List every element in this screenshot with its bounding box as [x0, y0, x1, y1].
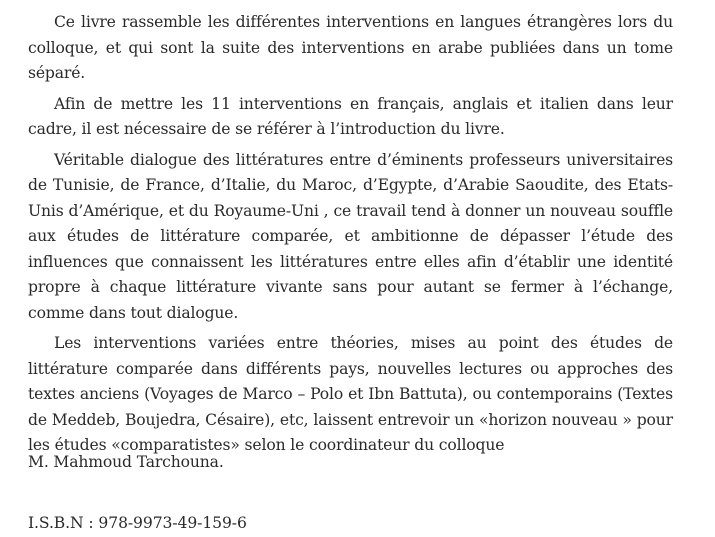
paragraph-context: Afin de mettre les 11 interventions en français, anglais et italien dans leur cadre, il est nécessaire de se référer à l’introduction du livre. [28, 94, 673, 138]
paragraph-intro: Ce livre rassemble les différentes interventions en langues étrangères lors du colloque, et qui sont la suite des interventions en arabe publiées dans un tome séparé. [28, 13, 673, 82]
isbn-number: I.S.B.N : 978-9973-49-159-6 [28, 514, 247, 532]
coordinator-signature: M. Mahmoud Tarchouna. [28, 453, 224, 471]
book-back-cover-text [28, 10, 673, 464]
paragraph-interventions: Les interventions variées entre théories, mises au point des études de littérature comparée dans différents pays, nouvelles lectures ou approches des textes anciens (Voyages de Marco – Polo et Ibn Battuta), ou contemporains (Textes de Meddeb, Boujedra, Césaire), etc, laissent entrevoir un «horizon nouveau » pour les études «comparatistes» selon le coordinateur du colloque [28, 334, 673, 454]
paragraph-dialogue: Véritable dialogue des littératures entre d’éminents professeurs universitaires de Tunisie, de France, d’Italie, du Maroc, d’Egypte, d’Arabie Saoudite, des Etats-Unis d’Amérique, et du Royaume-Uni , ce travail tend à donner un nouveau souffle aux études de littérature comparée, et ambitionne de dépasser l’étude des influences que connaissent les littératures entre elles afin d’établir une identité propre à chaque littérature vivante sans pour autant se fermer à l’échange, comme dans tout dialogue. [28, 150, 673, 322]
